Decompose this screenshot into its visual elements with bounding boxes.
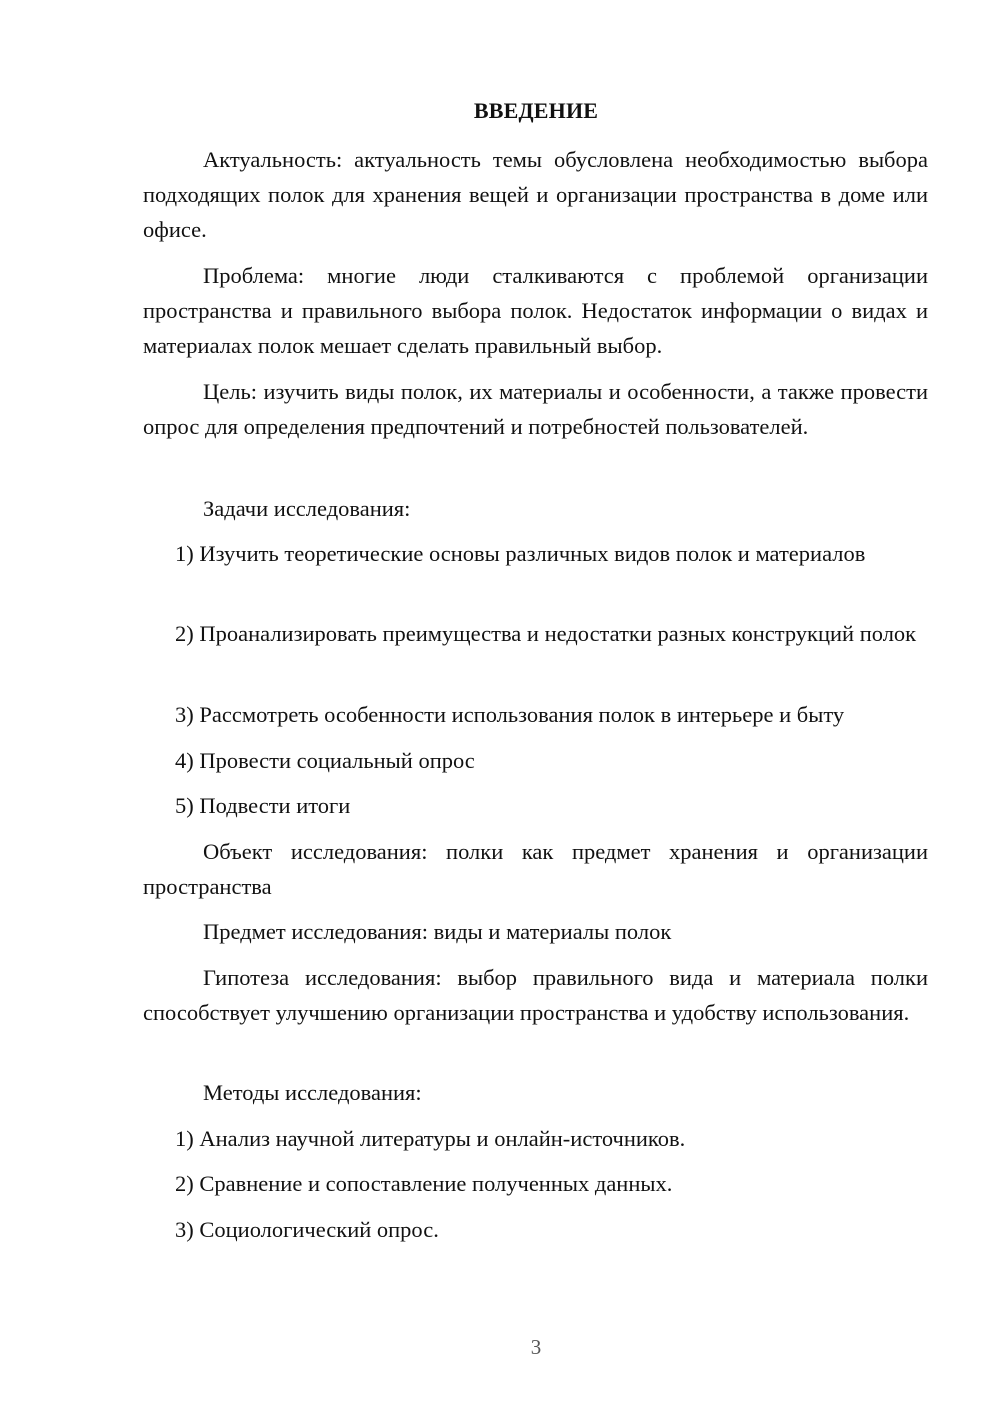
page-number: 3 [530, 1335, 542, 1359]
subject-paragraph: Предмет исследования: виды и материалы полок [203, 919, 672, 944]
page-title: ВВЕДЕНИЕ [473, 98, 599, 123]
hypothesis-paragraph: Гипотеза исследования: выбор правильного вида и материала полки способствует улучшению организации пространства и удобству использования. [143, 965, 928, 1025]
method-item: 2) Сравнение и сопоставление полученных данных. [175, 1171, 673, 1196]
methods-heading: Методы исследования: [203, 1080, 422, 1105]
tasks-heading: Задачи исследования: [203, 496, 411, 521]
method-item: 1) Анализ научной литературы и онлайн-источников. [175, 1126, 686, 1151]
task-item: 1) Изучить теоретические основы различных видов полок и материалов [175, 541, 866, 566]
object-paragraph: Объект исследования: полки как предмет хранения и организации пространства [143, 839, 928, 899]
relevance-paragraph: Актуальность: актуальность темы обусловлена необходимостью выбора подходящих полок для хранения вещей и организации пространства в доме или офисе. [143, 147, 928, 242]
goal-paragraph: Цель: изучить виды полок, их материалы и особенности, а также провести опрос для определения предпочтений и потребностей пользователей. [143, 379, 928, 439]
task-item: 3) Рассмотреть особенности использования полок в интерьере и быту [175, 702, 845, 727]
method-item: 3) Социологический опрос. [175, 1217, 439, 1242]
problem-paragraph: Проблема: многие люди сталкиваются с проблемой организации пространства и правильного выбора полок. Недостаток информации о видах и материалах полок мешает сделать правильный выбор. [143, 263, 928, 358]
task-item: 4) Провести социальный опрос [175, 748, 475, 773]
task-item: 2) Проанализировать преимущества и недостатки разных конструкций полок [175, 621, 917, 646]
task-item: 5) Подвести итоги [175, 793, 351, 818]
